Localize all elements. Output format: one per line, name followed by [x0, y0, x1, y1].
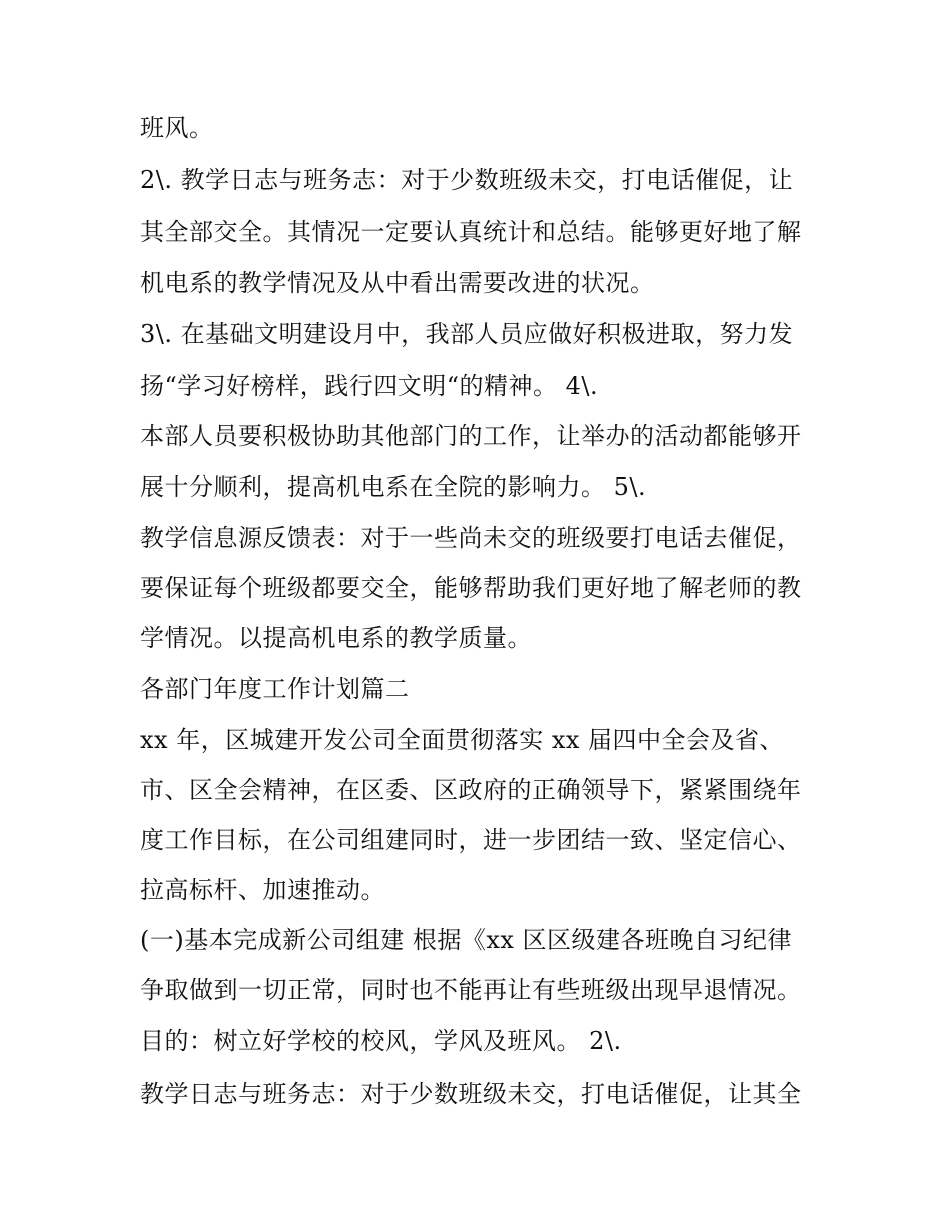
text-line: 扬“学习好榜样，践行四文明“的精神。 4\.: [140, 372, 599, 400]
text-line: 机电系的教学情况及从中看出需要改进的状况。: [140, 269, 655, 297]
text-line: 市、区全会精神，在区委、区政府的正确领导下，紧紧围绕年: [140, 776, 802, 804]
text-line: 学情况。以提高机电系的教学质量。: [140, 624, 532, 652]
text-line: 争取做到一切正常，同时也不能再让有些班级出现早退情况。: [140, 976, 802, 1004]
text-line: 班风。: [140, 114, 214, 142]
text-line: 要保证每个班级都要交全，能够帮助我们更好地了解老师的教: [140, 574, 802, 602]
text-line: 教学日志与班务志：对于少数班级未交，打电话催促，让其全: [140, 1080, 802, 1108]
section-heading: 各部门年度工作计划篇二: [140, 675, 410, 703]
text-line: (一)基本完成新公司组建 根据《xx 区区级建各班晚自习纪律: [140, 926, 793, 954]
text-line: xx 年，区城建开发公司全面贯彻落实 xx 届四中全会及省、: [140, 726, 785, 754]
text-line: 其全部交全。其情况一定要认真统计和总结。能够更好地了解: [140, 218, 802, 246]
text-line: 目的：树立好学校的校风，学风及班风。 2\.: [140, 1027, 622, 1055]
text-line: 展十分顺利，提高机电系在全院的影响力。 5\.: [140, 473, 647, 501]
text-line: 本部人员要积极协助其他部门的工作，让举办的活动都能够开: [140, 422, 802, 450]
text-line: 度工作目标，在公司组建同时，进一步团结一致、坚定信心、: [140, 826, 802, 854]
text-line: 教学信息源反馈表：对于一些尚未交的班级要打电话去催促，: [140, 524, 802, 552]
text-line: 2\. 教学日志与班务志：对于少数班级未交，打电话催促，让: [140, 166, 794, 194]
text-line: 拉高标杆、加速推动。: [140, 876, 385, 904]
text-line: 3\. 在基础文明建设月中，我部人员应做好积极进取，努力发: [140, 320, 794, 348]
